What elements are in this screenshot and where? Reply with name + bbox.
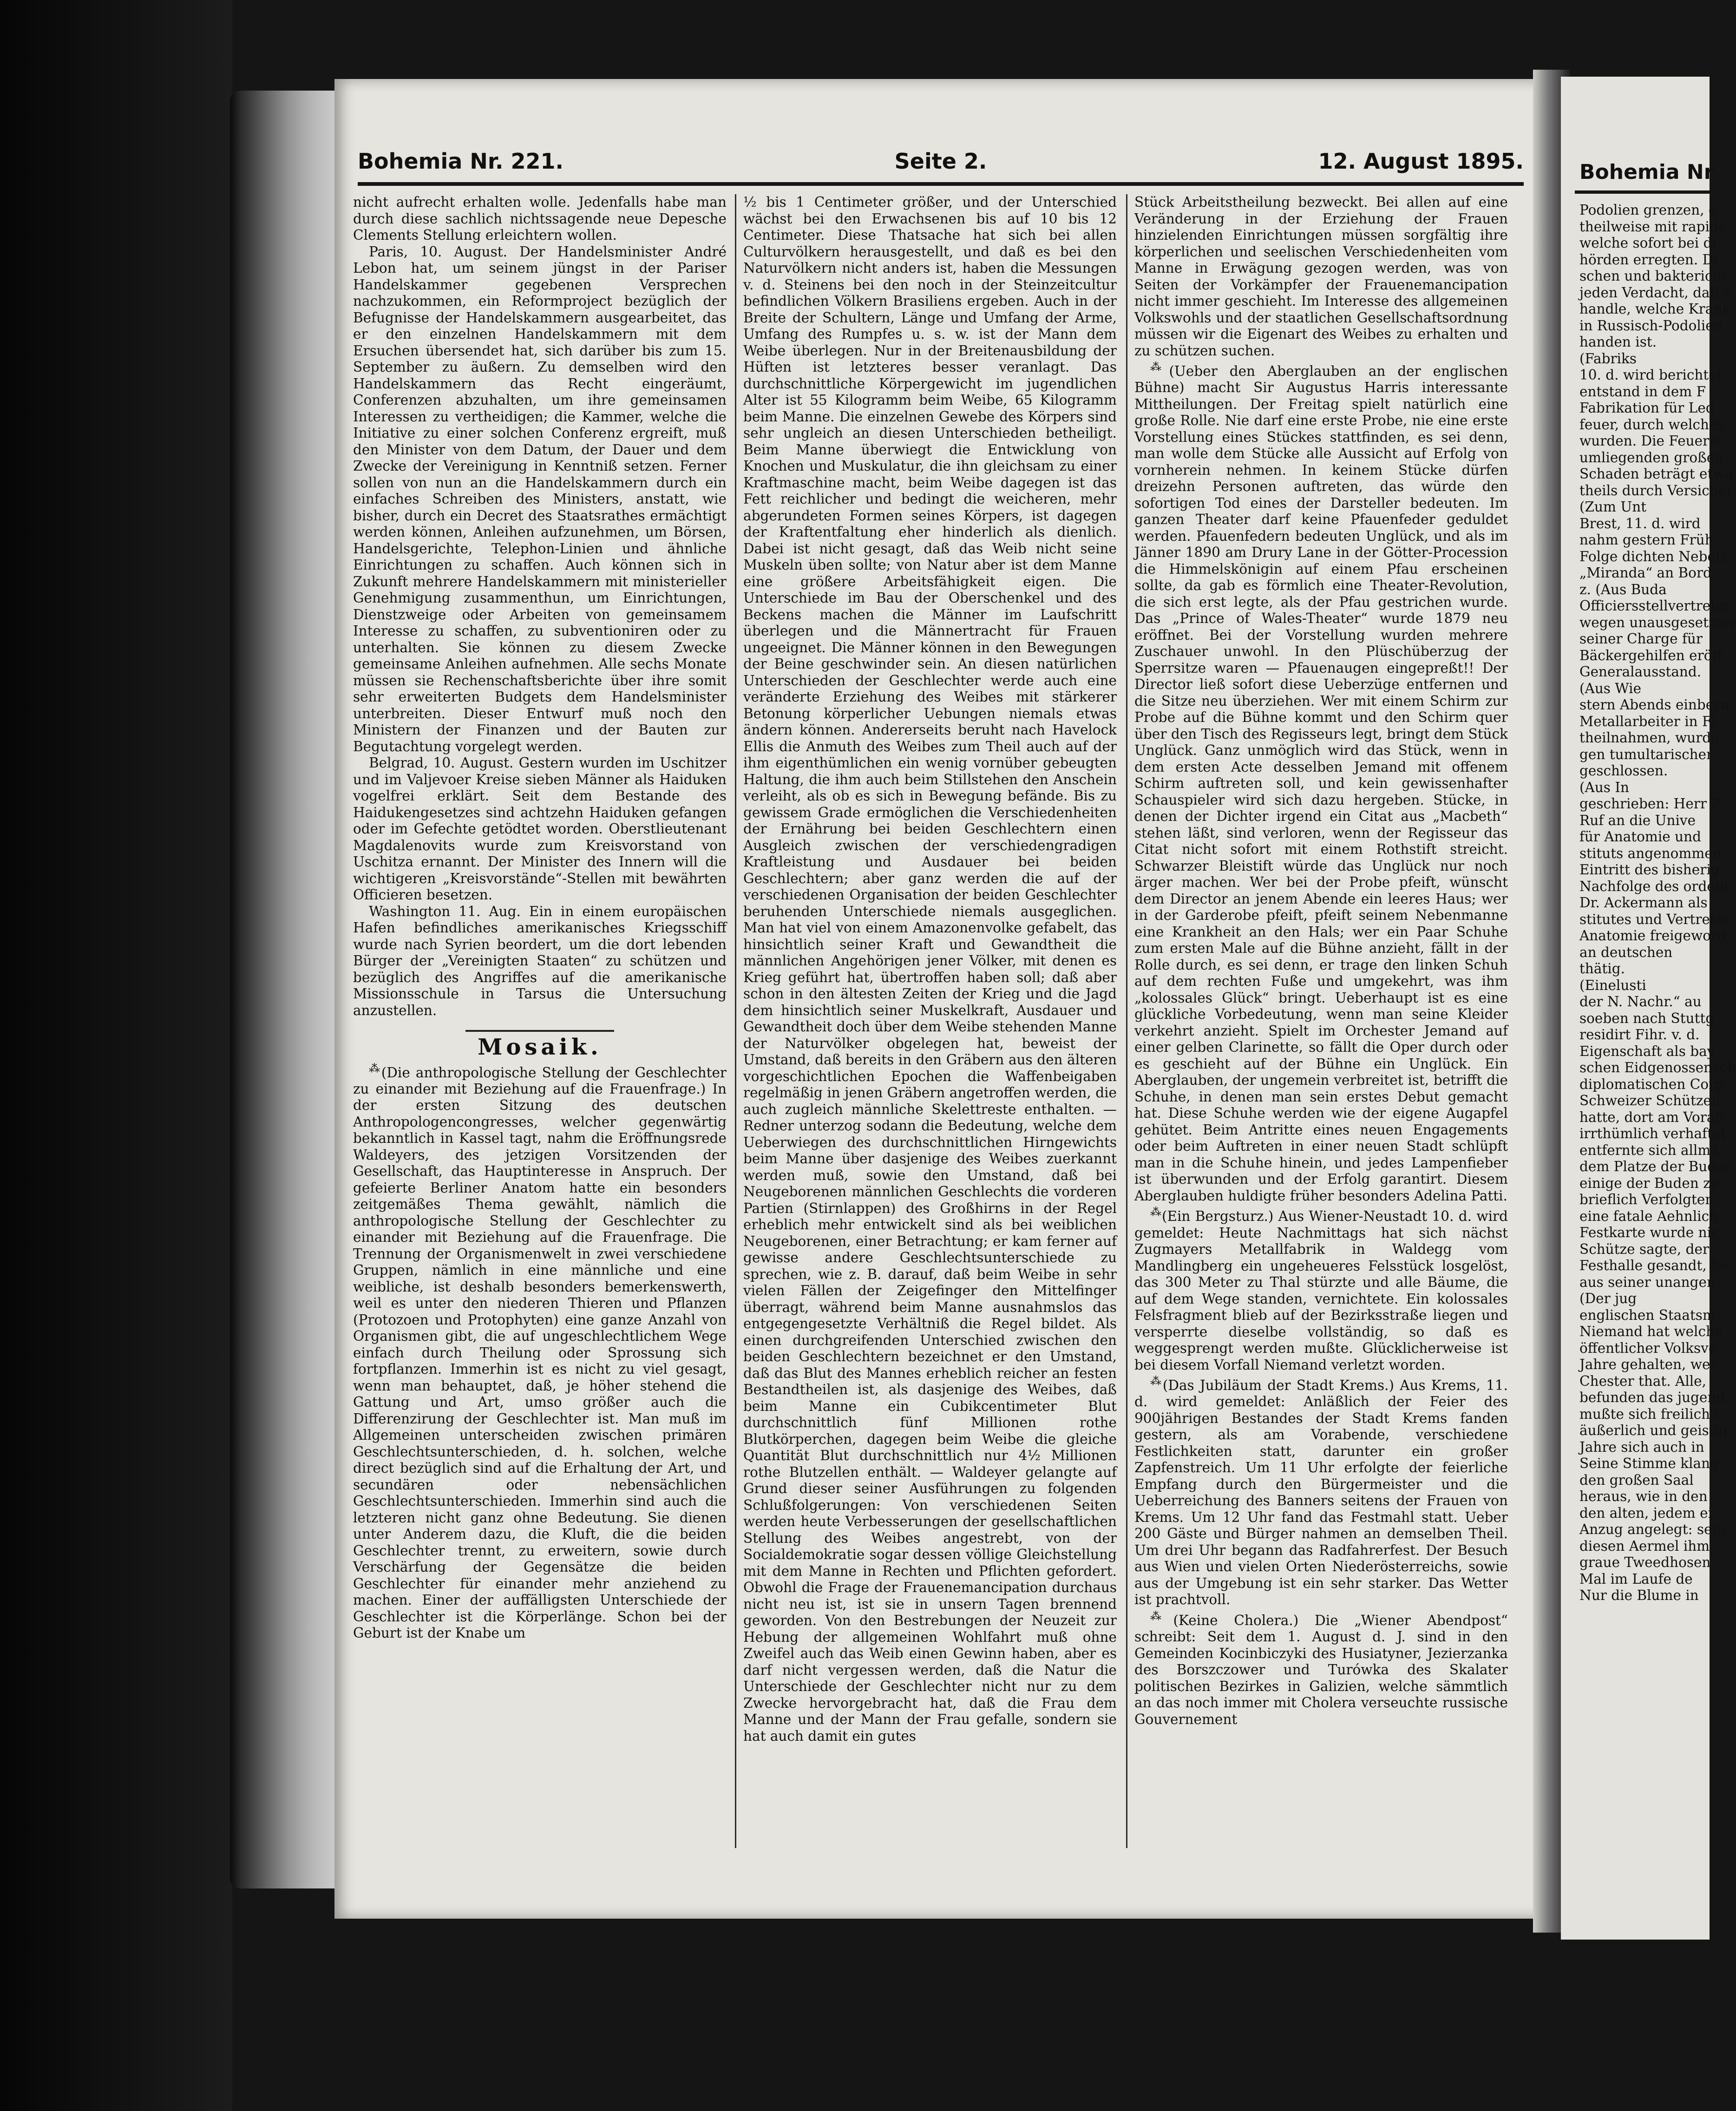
scanner-background	[0, 0, 232, 2111]
next-page-line: Jahre gehalten, wer	[1579, 1357, 1717, 1372]
next-page-line: welche sofort bei di	[1579, 235, 1716, 251]
next-page-line: an deutschen	[1579, 944, 1673, 960]
next-page-line: Generalausstand.	[1579, 664, 1702, 680]
header-masthead: Bohemia Nr. 221.	[358, 149, 563, 174]
next-page-line: Chester that. Alle,	[1579, 1373, 1707, 1389]
next-page-line: graue Tweedhosen	[1579, 1554, 1711, 1570]
book-binding-edge	[230, 91, 337, 1888]
article-washington: Washington 11. Aug. Ein in einem europäischen Hafen befindliches amerikanisches Kriegsschiff wurde nach Syrien beordert, um die dort lebenden Bürger der „Vereinigten Staaten“ zu schützen und bezüglich des Angriffes auf die amerikanische Missionsschule in Tarsus die Untersuchung anzustellen.	[353, 903, 727, 1018]
column-divider	[1126, 194, 1127, 1848]
next-page-line: entstand in dem F	[1579, 383, 1706, 400]
next-page-line: umliegenden großen	[1579, 449, 1724, 465]
next-page-line: in Russisch-Podolien	[1579, 317, 1723, 334]
next-page-line: handle, welche Krank	[1579, 301, 1731, 317]
article-landslide: ⁂ (Ein Bergsturz.) Aus Wiener-Neustadt 10. d. wird gemeldet: Heute Nachmittags hat sich nächst Zugmayers Metallfabrik in Waldegg vom Mandlingberg ein ungeheueres Felsstück losgelöst, das 300 Meter zu Thal stürzte und alle Bäume, die auf dem Wege standen, vernichtete. Ein kolossales Felsfragment blieb auf der Bezirksstraße liegen und versperrte dieselbe vollständig, so daß es weggesprengt werden mußte. Glücklicherweise ist bei diesem Vorfall Niemand verletzt worden.	[1134, 1206, 1508, 1373]
next-page-line: (Der jug	[1579, 1291, 1637, 1306]
article-belgrad: Belgrad, 10. August. Gestern wurden im Uschitzer und im Valjevoer Kreise sieben Männer als Haiduken vogelfrei erklärt. Seit dem Bestande des Haidukengesetzes sind achtzehn Haiduken gefangen oder im Gefechte getödtet worden. Oberstlieutenant Magdalenovits wurde zum Kreisvorstand von Uschitza ernannt. Der Minister des Innern will die wichtigeren „Kreisvorstände“-Stellen mit bewährten Officieren besetzen.	[353, 755, 727, 903]
next-page-line: nahm gestern Früh	[1579, 532, 1714, 548]
next-page-line: schen und bakteriolo	[1579, 268, 1726, 284]
next-page-line: Niemand hat welche	[1579, 1324, 1723, 1339]
column-1	[353, 194, 727, 1848]
next-page-line: schen Eidgenossensch	[1579, 1060, 1736, 1075]
next-page-line: soeben nach Stuttg	[1579, 1010, 1715, 1026]
next-page-line: Metallarbeiter in Fl	[1579, 713, 1716, 729]
header-date: 12. August 1895.	[1318, 149, 1524, 174]
next-page-line: residirt Fihr. v. d.	[1579, 1027, 1700, 1042]
next-page-line: Jahre sich auch in	[1579, 1439, 1704, 1455]
next-page-line: Podolien grenzen, e	[1579, 202, 1717, 218]
next-page-line: Schweizer Schützen	[1579, 1093, 1720, 1108]
next-page-line: theils durch Versicher	[1579, 482, 1733, 498]
next-page-fragment	[1561, 77, 1736, 1940]
article-superstition: ⁂ (Ueber den Aberglauben an der englischen Bühne) macht Sir Augustus Harris interessante Mittheilungen. Der Freitag spielt natürlich eine große Rolle. Nie darf eine erste Probe, nie eine erste Vorstellung eines Stückes stattfinden, es sei denn, man wolle dem Stücke alle Aussicht auf Erfolg von vornherein nehmen. In keinem Stücke dürfen dreizehn Personen auftreten, das würde den sofortigen Tod eines der Darsteller bedeuten. Im ganzen Theater darf keine Pfauenfeder geduldet werden. Pfauenfedern bedeuten Unglück, und als im Jänner 1890 am Drury Lane in der Götter-Procession die Himmelskönigin auf einem Pfau erscheinen sollte, da gab es förmlich eine Theater-Revolution, die sich erst legte, als der Pfau gestrichen wurde. Das „Prince of Wales-Theater“ wurde 1879 neu eröffnet. Bei der Vorstellung wurden mehrere Zuschauer unwohl. In den Plüschüberzug der Sperrsitze waren — Pfauenaugen eingepreßt!! Der Director ließ sofort diese Ueberzüge entfernen und die Sitze neu überziehen. Wer mit einem Schirm zur Probe auf die Bühne kommt und den Schirm quer über den Tisch des Regisseurs legt, bringt dem Stück Unglück. Ganz unmöglich wird das Stück, wenn in dem ersten Acte desselben Jemand mit offenem Schirm auftreten soll, und kein gewissenhafter Schauspieler wird sich dazu hergeben. Stücke, in denen der Dichter irgend ein Citat aus „Macbeth“ stehen läßt, sind verloren, wenn der Regisseur das Citat nicht sofort mit einem Rothstift streicht. Schwarzer Bleistift würde das Unglück nur noch ärger machen. Wer bei der Probe pfeift, wünscht dem Director an jenem Abende ein leeres Haus; wer in der Garderobe pfeift, pfeift seinem Nebenmanne eine Krankheit an den Hals; wer ein Paar Schuhe zum ersten Male auf die Bühne anzieht, fällt in der Rolle durch, es sei denn, er trage den linken Schuh auf dem rechten Fuße und umgekehrt, was ihm „kolossales Glück“ bringt. Ueberhaupt ist es eine glückliche Vorbedeutung, wenn man seine Kleider verkehrt anzieht. Spielt im Orchester Jemand auf einer gelben Clarinette, so fällt die Oper durch oder es geschieht auf der Bühne ein Unglück. Ein Aberglauben, der ungemein verbreitet ist, betrifft die Schuhe, in denen man sein erstes Debut gemacht hat. Diese Schuhe werden wie der eigene Augapfel gehütet. Beim Antritte eines neuen Engagements oder beim Auftreten in einer neuen Stadt schlüpft man in die Schuhe hinein, und jedes Lampenfieber ist überwunden und der Erfolg garantirt. Diesem Aberglauben huldigte früher besonders Adelina Patti.	[1134, 361, 1508, 1204]
header-rule	[358, 182, 1524, 186]
asterism-icon: ⁂	[1150, 361, 1167, 374]
next-page-line: (Einelusti	[1579, 977, 1646, 993]
asterism-icon: ⁂	[369, 1062, 380, 1075]
next-page-header: Bohemia Nr	[1579, 160, 1714, 184]
next-page-line: entfernte sich allmä	[1579, 1142, 1719, 1158]
column-2	[743, 194, 1117, 1848]
next-page-line: Nachfolge des ordent	[1579, 878, 1729, 894]
next-page-line: Fabrikation für Led	[1579, 400, 1715, 416]
next-page-line: geschrieben: Herr P	[1579, 796, 1721, 812]
column-3	[1134, 194, 1508, 1848]
next-page-line: Festhalle gesandt, be	[1579, 1258, 1728, 1273]
next-page-line: Anzug angelegt: sein	[1579, 1521, 1726, 1537]
next-page-line: Dr. Ackermann als	[1579, 895, 1708, 911]
next-page-line: englischen Staatsm	[1579, 1307, 1716, 1323]
next-page-line: handen ist.	[1579, 334, 1657, 350]
next-page-line: stern Abends einberu	[1579, 697, 1729, 713]
next-page-line: brieflich Verfolgten	[1579, 1192, 1714, 1207]
next-page-line: „Miranda“ an Bord	[1579, 565, 1712, 581]
next-page-line: dem Platze der Buden	[1579, 1159, 1733, 1174]
next-page-line: stituts angenommen	[1579, 845, 1722, 861]
next-page-line: wegen unausgesetzter	[1579, 614, 1736, 630]
next-page-line: den alten, jedem ei	[1579, 1505, 1712, 1521]
next-page-line: diesen Aermel ihm	[1579, 1538, 1710, 1554]
next-page-line: Eintritt des bisherig	[1579, 862, 1720, 878]
next-page-line: Folge dichten Nebels	[1579, 548, 1727, 564]
next-page-line: diplomatischen Corp	[1579, 1076, 1724, 1092]
column-divider	[735, 194, 736, 1848]
next-page-line: aus seiner unangen	[1579, 1274, 1716, 1290]
next-page-line: öffentlicher Volksve	[1579, 1340, 1717, 1356]
next-page-line: irrthümlich verhaftet	[1579, 1126, 1727, 1141]
next-page-line: den großen Saal	[1579, 1472, 1694, 1488]
next-page-line: für Anatomie und	[1579, 829, 1702, 845]
article-paragraph: nicht aufrecht erhalten wolle. Jedenfalls habe man durch diese sachlich nichtssagende neue Depesche Clements Stellung erleichtern wollen.	[353, 194, 727, 243]
next-page-line: Anatomie freigeword	[1579, 928, 1727, 944]
next-page-line: Schütze sagte, der	[1579, 1241, 1710, 1257]
next-page-line: stitutes und Vertreter	[1579, 911, 1730, 927]
next-page-line: Seine Stimme klang	[1579, 1455, 1719, 1471]
next-page-line: Schaden beträgt etwa	[1579, 466, 1733, 482]
article-krems: ⁂ (Das Jubiläum der Stadt Krems.) Aus Krems, 11. d. wird gemeldet: Anläßlich der Feier des 900jährigen Bestandes der Stadt Krems fanden gestern, als am Vorabende, verschiedene Festlichkeiten statt, darunter ein großer Zapfenstreich. Um 11 Uhr erfolgte der feierliche Empfang durch den Bürgermeister und die Ueberreichung des Banners seitens der Frauen von Krems. Um 12 Uhr fand das Festmahl statt. Ueber 200 Gäste und Bürger nahmen an demselben Theil. Um drei Uhr begann das Radfahrerfest. Der Besuch aus Wien und vielen Orten Niederösterreichs, sowie aus der Umgebung ist ein sehr starker. Das Wetter ist prachtvoll.	[1134, 1375, 1508, 1608]
next-page-line: (Zum Unt	[1579, 499, 1647, 515]
next-page-line: (Aus Wie	[1579, 680, 1642, 696]
next-page-line: mußte sich freilich c	[1579, 1406, 1723, 1422]
page-header	[358, 149, 1524, 186]
next-page-line: (Aus In	[1579, 779, 1629, 795]
next-page-line: hörden erregten. Di	[1579, 251, 1718, 268]
next-page-line: der N. Nachr.“ au	[1579, 994, 1702, 1010]
next-page-line: wurden. Die Feuerw	[1579, 433, 1721, 449]
next-page-line: Brest, 11. d. wird	[1579, 515, 1701, 531]
next-page-column	[1561, 194, 1736, 1604]
next-page-line: Festkarte wurde nic	[1579, 1225, 1719, 1240]
section-divider	[465, 1030, 614, 1032]
asterism-icon: ⁂	[1150, 1609, 1172, 1623]
next-page-line: seiner Charge für	[1579, 631, 1703, 647]
next-page-line: Officiersstellvertreter	[1579, 598, 1731, 614]
next-page-line: thätig.	[1579, 961, 1625, 977]
asterism-icon: ⁂	[1150, 1375, 1161, 1388]
article-anthropology-end: Stück Arbeitstheilung bezweckt. Bei allen auf eine Veränderung in der Erziehung der Frauen hinzielenden Einrichtungen müssen sorgfältig ihre körperlichen und seelischen Verschiedenheiten vom Manne in Erwägung gezogen werden, was von Seiten der Vorkämpfer der Frauenemancipation nicht immer geschieht. Im Interesse des allgemeinen Volkswohls und der staatlichen Gesellschaftsordnung müssen wir die Eigenart des Weibes zu erhalten und zu schützen suchen.	[1134, 194, 1508, 359]
article-cholera: ⁂ (Keine Cholera.) Die „Wiener Abendpost“ schreibt: Seit dem 1. August d. J. sind in den Gemeinden Kocinbiczyki des Husiatyner, Jezierzanka des Borszczower und Turówka des Skalater politischen Bezirkes in Galizien, welche sämmtlich an das noch immer mit Cholera verseuchte russische Gouvernement	[1134, 1609, 1508, 1727]
next-page-line: z. (Aus Buda	[1579, 581, 1667, 597]
next-page-line: 10. d. wird berichtet	[1579, 367, 1723, 383]
article-paris: Paris, 10. August. Der Handelsminister André Lebon hat, um seinem jüngst in der Pariser Handelskammer gegebenen Versprechen nachzukommen, ein Reformproject bezüglich der Befugnisse der Handelskammern ausgearbeitet, das er den einzelnen Handelskammern mit dem Ersuchen übersendet hat, sich darüber bis zum 15. September zu äußern. Zu demselben wird den Handelskammern das Recht eingeräumt, Conferenzen abzuhalten, um ihre gemeinsamen Interessen zu vertheidigen; die Kammer, welche die Initiative zu einer solchen Conferenz ergreift, muß den Minister von dem Datum, der Dauer und dem Zwecke der Vereinigung in Kenntniß setzen. Ferner sollen von nun an die Handelskammern durch ein einfaches Schreiben des Ministers, anstatt, wie bisher, durch ein Decret des Staatsrathes ermächtigt werden können, Anleihen aufzunehmen, um Börsen, Handelsgerichte, Telephon-Linien und ähnliche Einrichtungen zu schaffen. Auch können sich in Zukunft mehrere Handelskammern mit ministerieller Genehmigung zusammenthun, um Einrichtungen, Dienstzweige oder Arbeiten von gemeinsamem Interesse zu schaffen, zu subventioniren oder zu unterhalten. Sie können zu diesem Zwecke gemeinsame Anleihen aufnehmen. Alle sechs Monate müssen sie Rechenschaftsberichte über ihre somit sehr erweiterten Budgets dem Handelsminister unterbreiten. Dieser Entwurf muß noch den Ministern der Finanzen und der Bauten zur Begutachtung vorgelegt werden.	[353, 243, 727, 754]
article-anthropology: ⁂ (Die anthropologische Stellung der Geschlechter zu einander mit Beziehung auf die Frauenfrage.) In der ersten Sitzung des deutschen Anthropologencongresses, welcher gegenwärtig bekanntlich in Kassel tagt, nahm die Eröffnungsrede Waldeyers, des jetzigen Vorsitzenden der Gesellschaft, das Hauptinteresse in Anspruch. Der gefeierte Berliner Anatom hatte ein besonders zeitgemäßes Thema gewählt, nämlich die anthropologische Stellung der Geschlechter zu einander mit Beziehung auf die Frauenfrage. Die Trennung der Organismenwelt in zwei verschiedene Gruppen, nämlich in eine männliche und eine weibliche, ist deshalb besonders bemerkenswerth, weil es unter den niederen Thieren und Pflanzen (Protozoen und Protophyten) eine ganze Anzahl von Organismen gibt, die auf ungeschlechtlichem Wege einfach durch Theilung oder Sprossung sich fortpflanzen. Immerhin ist es nicht zu viel gesagt, wenn man behauptet, daß, je höher stehend die Gattung und Art, umso größer auch die Differenzirung der Geschlechter ist. Man muß im Allgemeinen unterscheiden zwischen primären Geschlechtsunterschieden, d. h. solchen, welche direct bezüglich sind auf die Erhaltung der Art, und secundären oder nebensächlichen Geschlechtsunterschieden. Immerhin sind auch die letzteren nicht ganz ohne Bedeutung. Sie dienen unter Anderem dazu, die Kluft, die die beiden Geschlechter trennt, zu erweitern, sowie durch Verschärfung der Gegensätze die beiden Geschlechter für einander mehr anziehend zu machen. Einer der auffälligsten Unterschiede der Geschlechter ist die Körperlänge. Schon bei der Geburt ist der Knabe um	[353, 1062, 727, 1641]
next-page-line: hatte, dort am Vorab	[1579, 1109, 1724, 1125]
newspaper-page	[334, 79, 1556, 1919]
next-page-line: theilweise mit rapide	[1579, 218, 1727, 235]
next-page-line: befunden das jugend	[1579, 1390, 1725, 1405]
next-page-line: äußerlich und geistig	[1579, 1423, 1728, 1438]
next-page-line: jeden Verdacht, daß e	[1579, 284, 1732, 301]
next-page-line: Ruf an die Unive	[1579, 812, 1696, 828]
next-page-line: feuer, durch welches	[1579, 416, 1724, 433]
next-page-rule	[1575, 190, 1710, 194]
next-page-line: Nur die Blume in	[1579, 1587, 1699, 1603]
next-page-line: (Fabriks	[1579, 350, 1637, 367]
next-page-line: heraus, wie in den	[1579, 1488, 1708, 1504]
next-page-line: eine fatale Aehnlich	[1579, 1208, 1718, 1224]
article-anthropology-cont: ½ bis 1 Centimeter größer, und der Unterschied wächst bei den Erwachsenen bis auf 10 bis 12 Centimeter. Diese Thatsache hat sich bei allen Culturvölkern herausgestellt, und daß es bei den Naturvölkern nicht anders ist, haben die Messungen v. d. Steinens bei den noch in der Steinzeitcultur befindlichen Völkern Brasiliens ergeben. Auch in der Breite der Schultern, Länge und Umfang der Arme, Umfang des Rumpfes u. s. w. ist der Mann dem Weibe überlegen. Nur in der Breitenausbildung der Hüften ist letzteres besser veranlagt. Das durchschnittliche Körpergewicht im jugendlichen Alter ist 55 Kilogramm beim Weibe, 65 Kilogramm beim Manne. Die einzelnen Gewebe des Körpers sind sehr ungleich an diesen Unterschieden betheiligt. Beim Manne überwiegt die Entwicklung von Knochen und Muskulatur, die ihn gleichsam zu einer Kraftmaschine macht, beim Weibe dagegen ist das Fett reichlicher und bedingt die weicheren, mehr abgerundeten Formen seines Körpers, ist dagegen der Kraftentfaltung eher hinderlich als dienlich. Dabei ist nicht gesagt, daß das Weib nicht seine Muskeln üben sollte; von Natur aber ist dem Manne eine größere Arbeitsfähigkeit eigen. Die Unterschiede im Bau der Oberschenkel und des Beckens machen die Männer im Laufschritt überlegen und die Männertracht für Frauen ungeeignet. Die Männer können in den Bewegungen der Beine geschwinder sein. An diesen natürlichen Unterschieden der Geschlechter werde auch eine veränderte Erziehung des Weibes mit stärkerer Betonung körperlicher Uebungen niemals etwas ändern können. Andererseits beruht nach Havelock Ellis die Anmuth des Weibes zum Theil auch auf der ihm eigenthümlichen ein wenig vornüber gebeugten Haltung, die ihm auch beim Stillstehen den Anschein verleiht, als ob es sich in Bewegung befände. Bis zu gewissem Grade ermöglichen die Verschiedenheiten der Ernährung bei beiden Geschlechtern einen Ausgleich zwischen der verschiedengradigen Kraftleistung und Ausdauer bei beiden Geschlechtern; aber ganz werden die auf der verschiedenen Organisation der beiden Geschlechter beruhenden Unterschiede niemals ausgeglichen. Man hat viel von einem Amazonenvolke gefabelt, das hinsichtlich seiner Kraft und Gewandtheit die männlichen Angehörigen jener Völker, mit denen es Krieg geführt hat, übertroffen haben soll; daß aber schon in den ältesten Zeiten der Krieg und die Jagd dem hinsichtlich seiner Muskelkraft, Ausdauer und Gewandtheit doch über dem Weibe stehenden Manne der Naturvölker obgelegen hat, beweist der Umstand, daß bereits in den Gräbern aus den älteren vorgeschichtlichen Epochen die Waffenbeigaben regelmäßig in jenen Gräbern angetroffen werden, die auch zugleich männliche Skelettreste enthalten. — Redner unterzog sodann die Bedeutung, welche dem Ueberwiegen des durchschnittlichen Hirngewichts beim Manne über dasjenige des Weibes zuerkannt werden muß, sowie den Umstand, daß bei Neugeborenen männlichen Geschlechts die vorderen Partien (Stirnlappen) des Großhirns in der Regel erheblich mehr entwickelt sind als bei weiblichen Neugeborenen, einer Betrachtung; er kam ferner auf gewisse andere Geschlechtsunterschiede zu sprechen, wie z. B. darauf, daß beim Weibe in sehr vielen Fällen der Zeigefinger den Mittelfinger überragt, während beim Manne ausnahmslos das entgegengesetzte Verhältniß die Regel bildet. Als einen durchgreifenden Unterschied zwischen den beiden Geschlechtern bezeichnet er den Umstand, daß das Blut des Mannes erheblich reicher an festen Bestandtheilen ist, als dasjenige des Weibes, daß beim Manne ein Cubikcentimeter Blut durchschnittlich fünf Millionen rothe Blutkörperchen, dagegen beim Weibe die gleiche Quantität Blut durchschnittlich nur 4½ Millionen rothe Blutzellen enthält. — Waldeyer gelangte auf Grund dieser seiner Ausführungen zu folgenden Schlußfolgerungen: Von verschiedenen Seiten werden heute Verbesserungen der gesellschaftlichen Stellung des Weibes angestrebt, von der Socialdemokratie sogar dessen völlige Gleichstellung mit dem Manne in Rechten und Pflichten gefordert. Obwohl die Frage der Frauenemancipation durchaus nicht neu ist, ist sie in unsern Tagen brennend geworden. Von den Bestrebungen der Neuzeit zur Hebung der allgemeinen Wohlfahrt muß ohne Zweifel auch das Weib einen Gewinn haben, aber es darf nicht vergessen werden, daß die Natur die Unterschiede der Geschlechter nicht nur zu dem Zwecke hervorgebracht hat, daß die Frau dem Manne und der Mann der Frau gefalle, sondern sie hat auch damit ein gutes	[743, 194, 1117, 1744]
next-page-line: Eigenschaft als bay	[1579, 1043, 1715, 1059]
next-page-line: Bäckergehilfen eröff	[1579, 647, 1722, 663]
header-page-number: Seite 2.	[894, 149, 987, 174]
next-page-line: einige der Buden zu	[1579, 1175, 1719, 1191]
asterism-icon: ⁂	[1150, 1206, 1160, 1219]
next-page-line: Mal im Laufe de	[1579, 1571, 1693, 1587]
next-page-line: geschlossen.	[1579, 763, 1668, 779]
section-title-mosaik: Mosaik.	[478, 1034, 602, 1060]
next-page-line: gen tumultarischer	[1579, 746, 1713, 762]
next-page-line: theilnahmen, wurde	[1579, 730, 1719, 746]
